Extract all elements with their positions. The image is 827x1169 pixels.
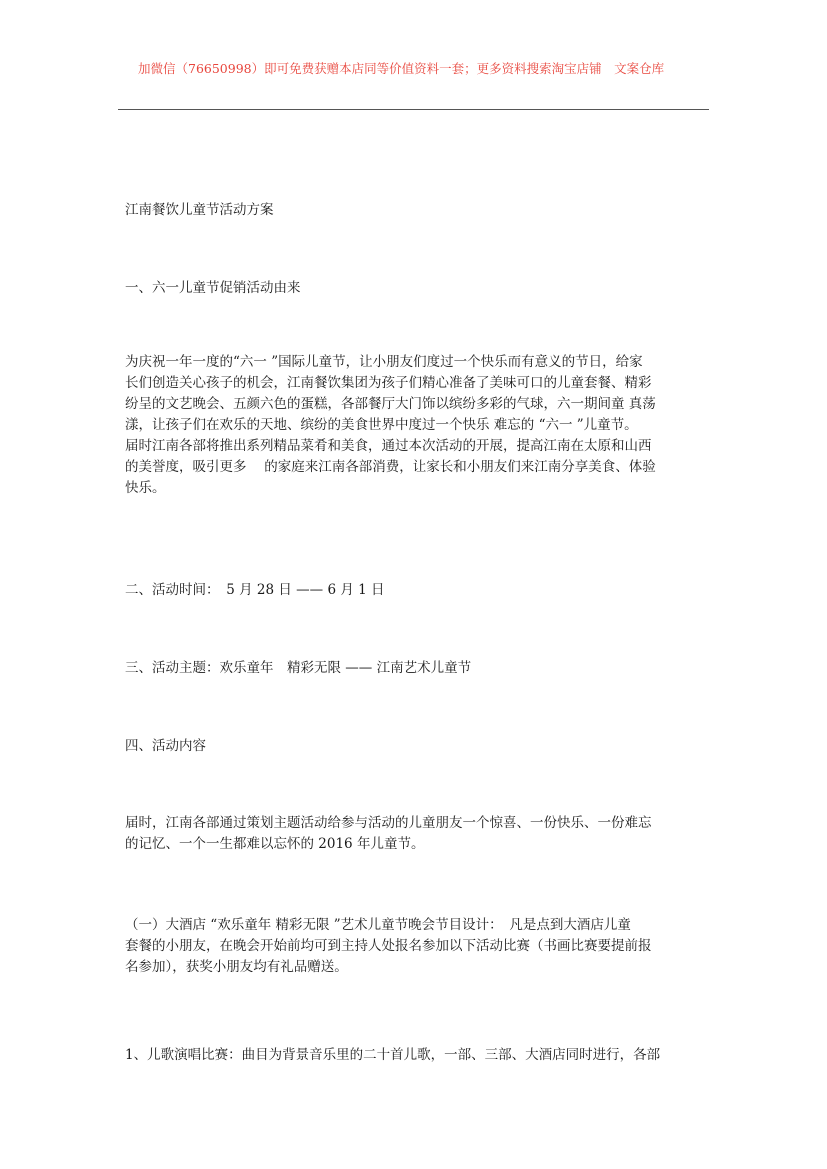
- paragraph-line: 快乐。: [125, 480, 166, 496]
- paragraph-line: 名参加），获奖小朋友均有礼品赠送。: [125, 959, 348, 975]
- paragraph-line: 为庆祝一年一度的“六一 ”国际儿童节，让小朋友们度过一个快乐而有意义的节日，给家: [125, 354, 643, 370]
- paragraph-line: 的记忆、一个一生都难以忘怀的 2016 年儿童节。: [125, 836, 425, 852]
- paragraph-line: 的美誉度，吸引更多 的家庭来江南各部消费，让家长和小朋友们来江南分享美食、体验: [125, 459, 656, 475]
- section2-activity-time: 二、活动时间： 5 月 28 日 —— 6 月 1 日: [125, 582, 385, 598]
- paragraph-line: 套餐的小朋友，在晚会开始前均可到主持人处报名参加以下活动比赛（书画比赛要提前报: [125, 938, 652, 954]
- paragraph-line: 届时江南各部将推出系列精品菜肴和美食，通过本次活动的开展，提高江南在太原和山西: [125, 438, 652, 454]
- section4-heading: 四、活动内容: [125, 738, 206, 754]
- document-title: 江南餐饮儿童节活动方案: [125, 202, 274, 218]
- section1-heading: 一、六一儿童节促销活动由来: [125, 280, 301, 296]
- item1-song-contest: 1、儿歌演唱比赛：曲目为背景音乐里的二十首儿歌，一部、三部、大酒店同时进行，各部: [125, 1047, 661, 1063]
- subsection1-paragraph: [125, 915, 710, 978]
- paragraph-line: 长们创造关心孩子的机会，江南餐饮集团为孩子们精心准备了美味可口的儿童套餐、精彩: [125, 375, 652, 391]
- section3-activity-theme: 三、活动主题：欢乐童年 精彩无限 —— 江南艺术儿童节: [125, 660, 472, 676]
- paragraph-line: （一）大酒店 “欢乐童年 精彩无限 ”艺术儿童节晚会节目设计： 凡是点到大酒店儿童: [125, 917, 631, 933]
- section1-paragraph: [125, 352, 710, 499]
- header-notice: 加微信（76650998）即可免费获赠本店同等价值资料一套；更多资料搜索淘宝店铺 文案仓库: [138, 61, 665, 76]
- header-divider: [118, 109, 709, 110]
- paragraph-line: 漾，让孩子们在欢乐的天地、缤纷的美食世界中度过一个快乐 难忘的 “六一 ”儿童节。: [125, 417, 638, 433]
- paragraph-line: 纷呈的文艺晚会、五颜六色的蛋糕，各部餐厅大门饰以缤纷多彩的气球，六一期间童 真荡: [125, 396, 656, 412]
- paragraph-line: 届时，江南各部通过策划主题活动给参与活动的儿童朋友一个惊喜、一份快乐、一份难忘: [125, 815, 652, 831]
- section4-paragraph: [125, 813, 710, 855]
